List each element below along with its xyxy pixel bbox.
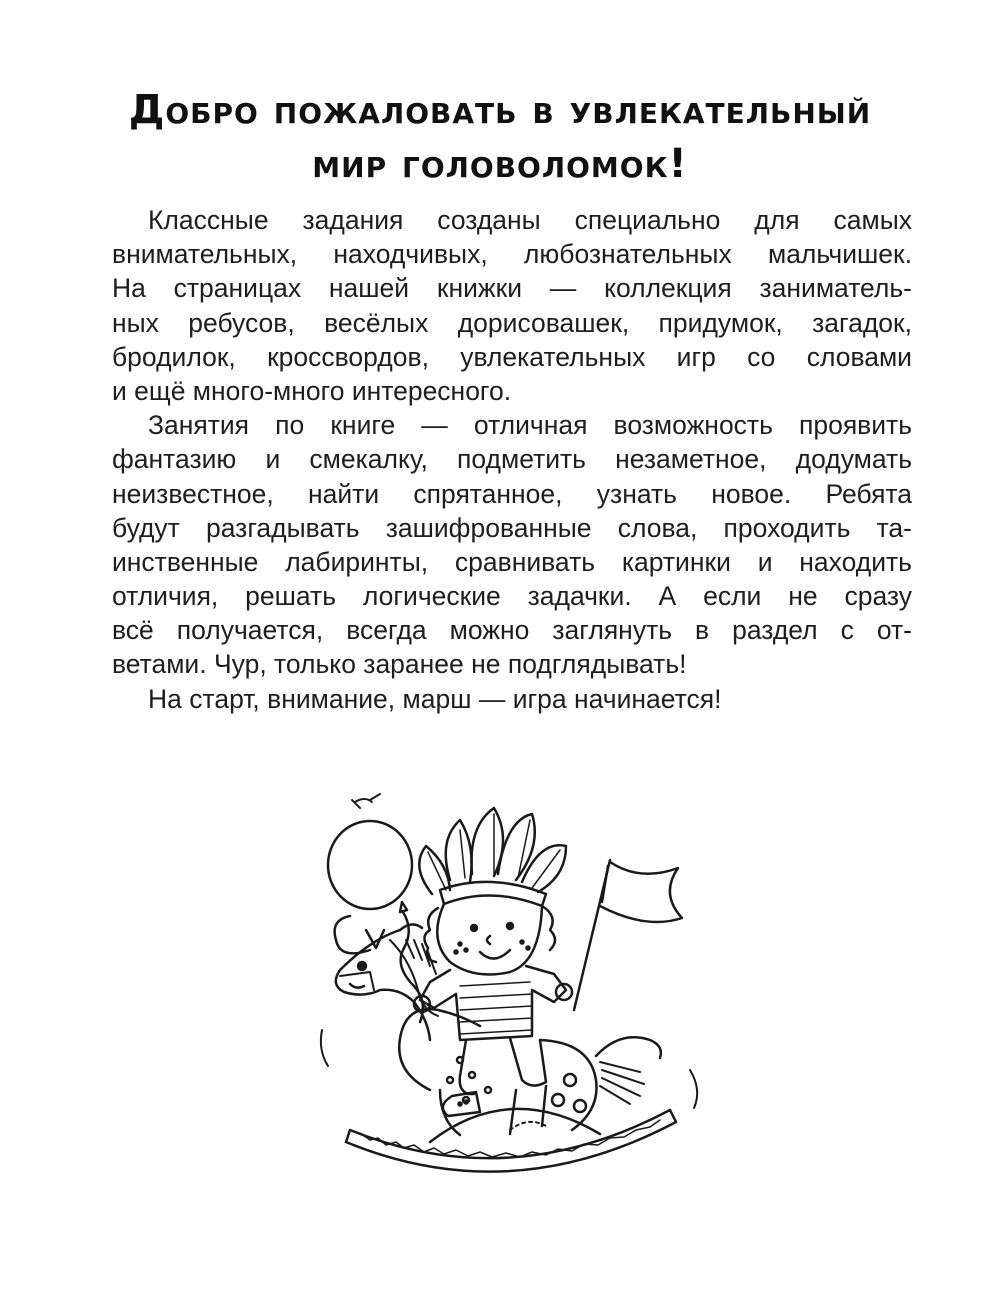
text-line: инственные лабиринты, сравнивать картинки и находить [112,546,912,577]
intro-text [112,203,912,716]
page-title-line-1: Добро пожаловать в увлекательный [128,87,872,133]
text-line: внимательных, находчивых, любознательных мальчишек. [112,239,912,270]
text-line: всё получается, всегда можно заглянуть в раздел с от- [112,615,912,646]
text-line: ных ребусов, весёлых дорисовашек, придумок, загадок, [112,307,912,338]
balloon-icon [328,799,423,1022]
text-line: отличия, решать логические задачки. А если не сразу [112,581,912,612]
text-line: Классные задания созданы специально для самых [148,205,912,235]
horse-icon [335,916,661,1135]
boy-on-rocking-horse-icon [310,790,710,1190]
text-line: бродилок, кроссвордов, увлекательных игр со словами [112,341,912,372]
text-line: На старт, внимание, марш — игра начинается! [148,683,722,714]
text-line: фантазию и смекалку, подметить незаметное, додумать [112,444,912,475]
boy-icon [414,808,572,1116]
text-line: На страницах нашей книжки — коллекция заниматель- [112,273,912,304]
text-line: и ещё много-много интересного. [112,375,512,406]
text-line: Занятия по книге — отличная возможность проявить [148,410,912,441]
text-line: неизвестное, найти спрятанное, узнать новое. Ребята [112,478,912,509]
page-title-line-2: мир головоломок! [312,141,688,187]
text-line: ветами. Чур, только заранее не подглядывать! [112,649,687,680]
flag-icon [574,860,682,1010]
text-line: будут разгадывать зашифрованные слова, проходить та- [112,512,912,543]
